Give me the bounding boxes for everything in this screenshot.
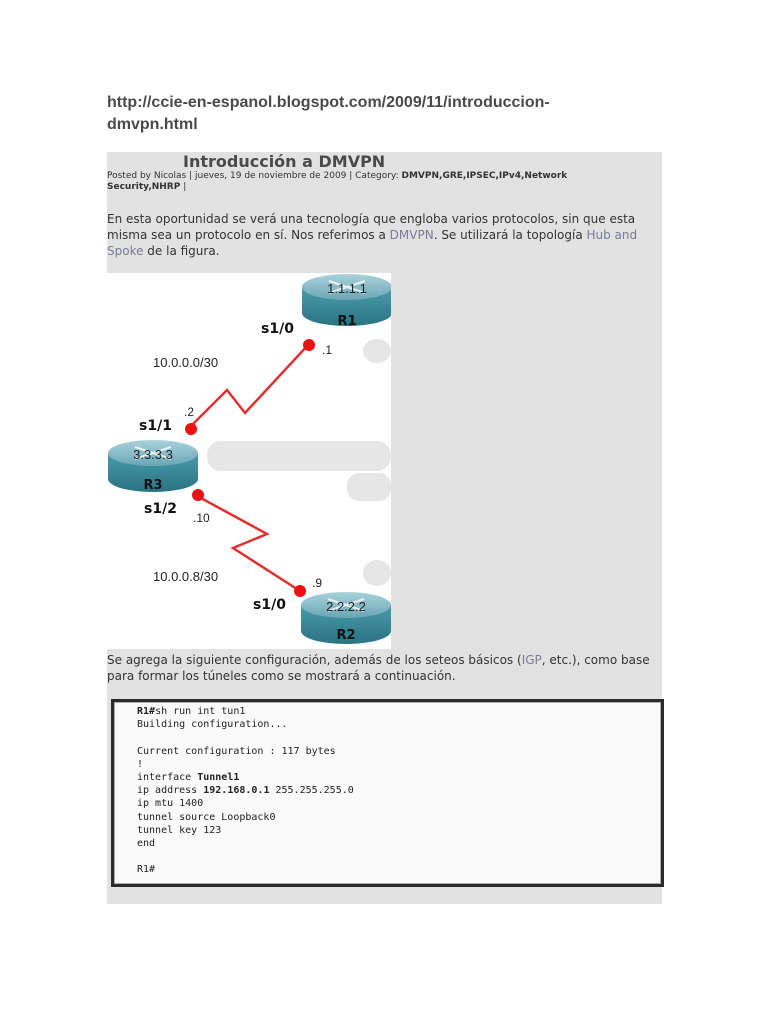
router-r1[interactable]	[302, 274, 391, 329]
r3-bottom-interface-label: s1/2	[144, 501, 177, 517]
terminal-mask: 255.255.255.0	[269, 785, 354, 797]
config-text-1: Se agrega la siguiente configuración, además de los seteos básicos (	[107, 653, 522, 667]
terminal-text	[114, 702, 661, 877]
r1-name: R1	[337, 314, 357, 329]
post-meta-end: |	[180, 182, 187, 192]
terminal-line: end	[137, 838, 156, 850]
terminal-line: interface	[137, 772, 198, 784]
r2-loopback: 2.2.2.2	[326, 599, 366, 614]
terminal-command: sh run int tun1	[155, 706, 246, 717]
intro-text-1: En esta oportunidad se verá una tecnología que engloba varios protocolos, sin que esta misma sea un protocolo en sí. Nos referimos a	[107, 212, 636, 242]
config-paragraph	[107, 652, 662, 684]
source-url[interactable]: http://ccie-en-espanol.blogspot.com/2009/11/introduccion-dmvpn.html	[107, 94, 550, 133]
r3-top-host-label: .2	[184, 405, 195, 419]
r2-name: R2	[336, 628, 356, 643]
terminal-line: !	[137, 758, 144, 770]
dmvpn-link[interactable]: DMVPN	[389, 228, 434, 242]
config-text-2: , etc.), como base para formar los túneles como se mostrará a continuación.	[107, 653, 650, 683]
interface-dot-r3-top	[185, 423, 197, 435]
r3-bottom-host-label: .10	[193, 511, 210, 525]
intro-paragraph	[107, 211, 662, 259]
terminal-line: Building configuration...	[137, 719, 288, 731]
terminal-output	[111, 699, 664, 887]
r2-host-label: .9	[312, 576, 323, 590]
r3-name: R3	[143, 478, 163, 493]
post-meta	[107, 171, 627, 193]
terminal-line: Current configuration : 117 bytes	[137, 745, 336, 757]
terminal-line: tunnel source Loopback0	[137, 811, 276, 823]
hub-spoke-link[interactable]: Hub and Spoke	[107, 228, 638, 258]
topology-figure	[107, 273, 391, 649]
interface-dot-r2	[294, 585, 306, 597]
router-r2[interactable]	[301, 592, 391, 644]
intro-text-3: de la figura.	[143, 244, 220, 258]
r1-host-label: .1	[322, 343, 333, 357]
blog-post	[107, 152, 662, 904]
topology-diagram	[107, 273, 391, 649]
r1-loopback: 1.1.1.1	[327, 281, 367, 296]
r1-interface-label: s1/0	[261, 321, 294, 337]
terminal-line: ip mtu 1400	[137, 798, 204, 810]
r3-top-interface-label: s1/1	[139, 418, 172, 434]
interface-dot-r3-bottom	[192, 489, 204, 501]
terminal-prompt: R1#	[137, 706, 156, 717]
terminal-line: ip address	[137, 785, 204, 797]
r3-loopback: 3.3.3.3	[133, 447, 173, 462]
net-top-label: 10.0.0.0/30	[153, 355, 219, 370]
terminal-line: tunnel key 123	[137, 824, 222, 836]
r2-interface-label: s1/0	[253, 597, 286, 613]
post-categories[interactable]: DMVPN,GRE,IPSEC,IPv4,Network Security,NHRP	[107, 171, 568, 192]
terminal-line: R1#	[137, 864, 156, 876]
router-r3[interactable]	[108, 440, 198, 493]
post-meta-text: Posted by Nicolas | jueves, 19 de noviembre de 2009 | Category:	[107, 171, 402, 181]
intro-text-2: . Se utilizará la topología	[433, 228, 587, 242]
terminal-tunnel-name: Tunnel1	[197, 772, 240, 784]
net-bottom-label: 10.0.0.8/30	[153, 569, 219, 584]
post-title[interactable]: Introducción a DMVPN	[183, 152, 386, 171]
igp-link[interactable]: IGP	[521, 653, 542, 667]
terminal-ip: 192.168.0.1	[203, 785, 270, 797]
interface-dot-r1	[303, 339, 315, 351]
